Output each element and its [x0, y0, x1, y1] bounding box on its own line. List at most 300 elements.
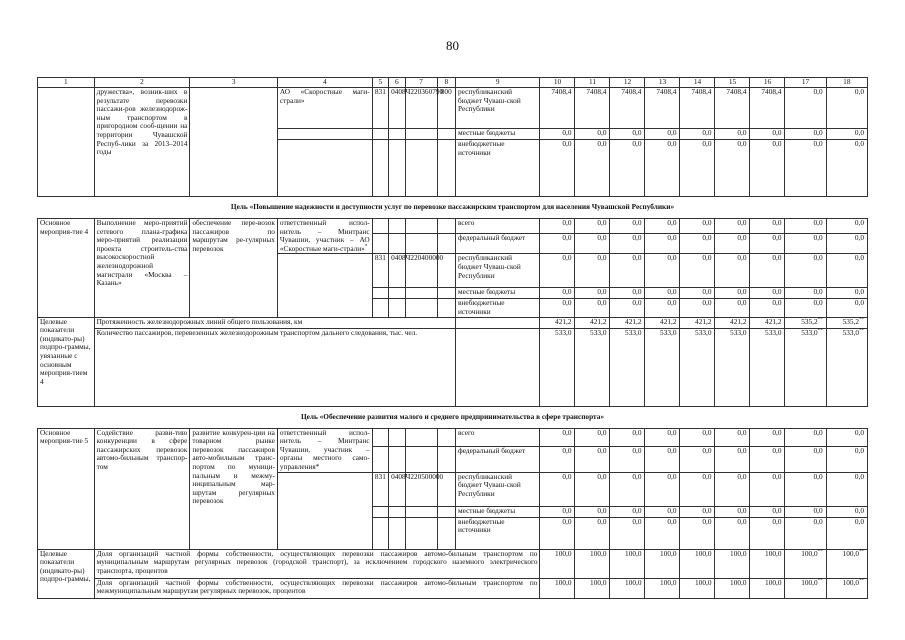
- indicator-text: Доля организаций частной формы собственности, осуществляющих перевозки пассажиров автомо-бильным транспортом по межмуниципальным маршрутам регулярных перевозок, процентов: [94, 578, 540, 598]
- value-text: 533,0: [765, 327, 782, 337]
- column-header-14: 14: [680, 78, 715, 88]
- empty-cell: [389, 219, 405, 234]
- empty-cell: [277, 140, 372, 197]
- empty-cell: [277, 254, 372, 317]
- activity-result: обеспечение пере-возок пассажиров по маршрутам ре-гулярных перевозок: [190, 219, 278, 318]
- empty-cell: [372, 140, 388, 197]
- value-cell: 0,0: [680, 447, 715, 472]
- column-header-6: 6: [389, 78, 405, 88]
- value-cell: [610, 317, 645, 328]
- value-text: 100,0: [555, 548, 572, 558]
- empty-cell: [389, 517, 405, 549]
- value-text: 100,0: [730, 548, 747, 558]
- table-row: [38, 219, 868, 234]
- goal-heading: Цель «Повышение надежности и доступности услуг по перевозке пассажирским транспортом для населения Чувашской Республики»: [38, 197, 868, 219]
- value-cell: 0,0: [826, 517, 867, 549]
- value-cell: 0,0: [645, 254, 680, 288]
- empty-cell: [405, 288, 437, 299]
- value-text: 100,0: [842, 577, 859, 587]
- value-cell: 0,0: [680, 233, 715, 253]
- value-text: 100,0: [590, 548, 607, 558]
- empty-cell: [372, 299, 388, 317]
- column-header-3: 3: [190, 78, 278, 88]
- value-cell: [680, 578, 715, 598]
- empty-cell: [389, 428, 405, 447]
- code-rzpr: 0408: [389, 472, 405, 506]
- empty-cell: [389, 506, 405, 517]
- value-text: 100,0: [625, 548, 642, 558]
- value-cell: 0,0: [750, 288, 785, 299]
- indicator-text: Доля организаций частной формы собственности, осуществляющих перевозки пассажиров автомо-бильным транспортом по муниципальным маршрутам регулярных перевозок (городской транспорт), за исключением городского наземного электрического транспорта, процентов: [94, 549, 540, 578]
- value-cell: 0,0: [826, 254, 867, 288]
- value-text: 100,0: [625, 577, 642, 587]
- value-text: 421,2: [590, 316, 607, 326]
- column-header-1: 1: [38, 78, 95, 88]
- value-cell: 0,0: [645, 140, 680, 197]
- value-cell: 0,0: [750, 299, 785, 317]
- value-cell: 0,0: [715, 219, 750, 234]
- value-cell: 0,0: [645, 129, 680, 140]
- value-cell: 0,0: [715, 517, 750, 549]
- value-cell: 0,0: [785, 233, 826, 253]
- value-cell: 0,0: [610, 288, 645, 299]
- value-cell: 0,0: [575, 254, 610, 288]
- code-rzpr: 0408: [389, 254, 405, 288]
- value-cell: [610, 328, 645, 406]
- value-cell: 0,0: [715, 140, 750, 197]
- value-cell: 0,0: [785, 517, 826, 549]
- value-cell: 0,0: [540, 254, 575, 288]
- empty-cell: [437, 219, 456, 234]
- value-cell: [826, 549, 867, 578]
- value-cell: 7408,4: [540, 88, 575, 129]
- empty-cell: [372, 428, 388, 447]
- value-cell: [575, 317, 610, 328]
- funding-source: внебюджетные источники: [456, 140, 540, 197]
- funding-source: республиканский бюджет Чуваш-ской Республики: [456, 254, 540, 288]
- empty-cell: [389, 140, 405, 197]
- empty-cell: [405, 428, 437, 447]
- value-text: 100,0: [555, 577, 572, 587]
- goal-heading: Цель «Обеспечение развития малого и среднего предпринимательства в сфере транспорта»: [38, 406, 868, 428]
- goal-row: [38, 197, 868, 219]
- value-text: 421,2: [660, 316, 677, 326]
- value-cell: 0,0: [575, 219, 610, 234]
- value-text: 100,0: [765, 577, 782, 587]
- value-cell: 0,0: [540, 233, 575, 253]
- value-text: 421,2: [730, 316, 747, 326]
- value-cell: 0,0: [826, 288, 867, 299]
- activity-description: дружества», возник-ших в результате перевозки пассажи-ров железнодорож-ным транспортом в пригородном сооб-щении на территории Чувашской Респуб-лики за 2013–2014 годы: [94, 88, 190, 197]
- value-text: 533,0: [555, 327, 572, 337]
- funding-source: местные бюджеты: [456, 288, 540, 299]
- value-cell: 0,0: [575, 472, 610, 506]
- value-cell: [785, 578, 826, 598]
- value-cell: [645, 578, 680, 598]
- column-header-8: 8: [437, 78, 456, 88]
- value-text: 421,2: [555, 316, 572, 326]
- value-cell: 0,0: [680, 140, 715, 197]
- value-cell: 0,0: [826, 140, 867, 197]
- footnote-mark: **: [817, 317, 823, 323]
- value-cell: 0,0: [610, 219, 645, 234]
- empty-cell: [372, 506, 388, 517]
- value-cell: 0,0: [680, 428, 715, 447]
- value-cell: [575, 578, 610, 598]
- value-cell: [645, 549, 680, 578]
- funding-source: федеральный бюджет: [456, 233, 540, 253]
- value-cell: 0,0: [680, 517, 715, 549]
- footnote-mark: **: [859, 328, 864, 334]
- code-vr: 800: [437, 88, 456, 129]
- value-cell: 0,0: [750, 517, 785, 549]
- value-cell: [750, 328, 785, 406]
- empty-cell: [405, 140, 437, 197]
- value-text: 533,0: [695, 327, 712, 337]
- empty-cell: [405, 506, 437, 517]
- empty-cell: [389, 233, 405, 253]
- value-cell: 0,0: [715, 506, 750, 517]
- value-cell: 0,0: [540, 299, 575, 317]
- empty-cell: [38, 88, 95, 197]
- column-header-7: 7: [405, 78, 437, 88]
- value-cell: [540, 549, 575, 578]
- value-cell: [750, 549, 785, 578]
- value-cell: [715, 549, 750, 578]
- empty-cell: [372, 517, 388, 549]
- value-text: 100,0: [730, 577, 747, 587]
- value-cell: 0,0: [540, 140, 575, 197]
- empty-cell: [437, 506, 456, 517]
- value-cell: 0,0: [785, 472, 826, 506]
- code-csr: Ч220400000: [405, 254, 437, 288]
- value-cell: [826, 328, 867, 406]
- value-cell: 0,0: [826, 129, 867, 140]
- value-cell: 0,0: [610, 129, 645, 140]
- value-cell: 7408,4: [645, 88, 680, 129]
- value-cell: 0,0: [645, 299, 680, 317]
- code-grbs: 831: [372, 88, 388, 129]
- column-header-12: 12: [610, 78, 645, 88]
- column-header-17: 17: [785, 78, 826, 88]
- value-cell: 0,0: [610, 254, 645, 288]
- value-cell: 0,0: [785, 140, 826, 197]
- value-cell: 0,0: [645, 233, 680, 253]
- value-cell: 0,0: [680, 506, 715, 517]
- value-cell: 0,0: [826, 472, 867, 506]
- value-cell: 0,0: [610, 233, 645, 253]
- value-text: 100,0: [695, 548, 712, 558]
- value-text: 535,2: [842, 316, 859, 326]
- value-cell: 7408,4: [750, 88, 785, 129]
- column-header-2: 2: [94, 78, 190, 88]
- empty-cell: [389, 447, 405, 472]
- value-cell: 0,0: [826, 233, 867, 253]
- value-cell: 0,0: [575, 506, 610, 517]
- empty-cell: [389, 129, 405, 140]
- value-text: 533,0: [625, 327, 642, 337]
- indicator-row: [38, 549, 868, 578]
- empty-cell: [405, 129, 437, 140]
- value-cell: 0,0: [785, 288, 826, 299]
- value-cell: 0,0: [540, 129, 575, 140]
- value-cell: 0,0: [680, 472, 715, 506]
- empty-cell: [372, 219, 388, 234]
- footnote-mark: **: [817, 549, 823, 555]
- empty-cell: [277, 472, 372, 549]
- value-cell: [575, 549, 610, 578]
- value-cell: 0,0: [715, 447, 750, 472]
- value-cell: [540, 317, 575, 328]
- column-header-4: 4: [277, 78, 372, 88]
- value-cell: 0,0: [610, 472, 645, 506]
- value-cell: [715, 317, 750, 328]
- value-cell: 0,0: [610, 447, 645, 472]
- value-cell: 0,0: [575, 447, 610, 472]
- value-cell: 0,0: [785, 428, 826, 447]
- empty-cell: [389, 299, 405, 317]
- column-header-13: 13: [645, 78, 680, 88]
- activity-result: развитие конкурен-ции на товарном рынке перевозок пассажиров авто-мобильным транс-портом по муници-пальным и межму-ниципальным мар-шрутам регулярных перевозок: [190, 428, 278, 549]
- value-text: 100,0: [765, 548, 782, 558]
- activity-description: Содействие разви-тию конкуренции в сфере пассажирских перевозок автомо-бильным транспор-том: [94, 428, 190, 549]
- value-cell: 0,0: [575, 299, 610, 317]
- funding-source: внебюджетные источники: [456, 517, 540, 549]
- value-cell: 7408,4: [610, 88, 645, 129]
- value-cell: 0,0: [715, 233, 750, 253]
- empty-cell: [437, 299, 456, 317]
- executor-cell: ответственный испол-нитель – Минтранс Чувашии, участник – АО «Скоростные маги-страли»*: [277, 219, 372, 254]
- footnote-mark: **: [817, 328, 823, 334]
- value-cell: 0,0: [680, 254, 715, 288]
- value-cell: 0,0: [750, 506, 785, 517]
- empty-cell: [437, 140, 456, 197]
- empty-cell: [437, 233, 456, 253]
- value-cell: 0,0: [826, 88, 867, 129]
- value-cell: 0,0: [785, 219, 826, 234]
- empty-cell: [405, 517, 437, 549]
- empty-cell: [456, 317, 540, 328]
- value-text: 100,0: [660, 548, 677, 558]
- value-cell: [750, 578, 785, 598]
- value-cell: 0,0: [540, 288, 575, 299]
- value-cell: 0,0: [826, 447, 867, 472]
- value-cell: 0,0: [750, 219, 785, 234]
- value-cell: 0,0: [540, 517, 575, 549]
- funding-source: республиканский бюджет Чуваш-ской Республики: [456, 472, 540, 506]
- indicator-text: Количество пассажиров, перевезенных железнодорожным транспортом дальнего следования, тыс. чел.: [94, 328, 455, 406]
- column-header-11: 11: [575, 78, 610, 88]
- value-cell: 0,0: [575, 140, 610, 197]
- empty-cell: [372, 233, 388, 253]
- value-text: 421,2: [765, 316, 782, 326]
- value-cell: 0,0: [540, 428, 575, 447]
- empty-cell: [277, 129, 372, 140]
- empty-cell: [437, 288, 456, 299]
- funding-source: федеральный бюджет: [456, 447, 540, 472]
- value-cell: 0,0: [785, 506, 826, 517]
- executor-cell: АО «Скоростные маги-страли»: [277, 88, 372, 129]
- value-text: 421,2: [625, 316, 642, 326]
- value-text: 100,0: [801, 548, 818, 558]
- value-cell: 0,0: [750, 129, 785, 140]
- value-cell: 0,0: [680, 129, 715, 140]
- code-csr: Ч220500000: [405, 472, 437, 506]
- value-cell: 0,0: [680, 288, 715, 299]
- main-activity-label: Основное мероприя-тие 4: [38, 219, 95, 318]
- value-cell: [645, 317, 680, 328]
- value-cell: 0,0: [540, 219, 575, 234]
- value-text: 100,0: [801, 577, 818, 587]
- value-cell: 0,0: [785, 129, 826, 140]
- value-cell: [785, 328, 826, 406]
- value-cell: 0,0: [715, 129, 750, 140]
- empty-cell: [372, 447, 388, 472]
- value-cell: [540, 578, 575, 598]
- value-text: 535,2: [801, 316, 818, 326]
- footnote-mark: *: [364, 244, 368, 250]
- value-text: 533,0: [842, 327, 859, 337]
- value-cell: [826, 578, 867, 598]
- value-cell: 0,0: [540, 506, 575, 517]
- value-cell: 0,0: [680, 299, 715, 317]
- value-cell: 0,0: [750, 472, 785, 506]
- footnote-mark: **: [859, 317, 864, 323]
- value-cell: 7408,4: [680, 88, 715, 129]
- value-text: 100,0: [695, 577, 712, 587]
- goal-row: [38, 406, 868, 428]
- value-cell: 0,0: [575, 288, 610, 299]
- code-rzpr: 0408: [389, 88, 405, 129]
- indicator-row: [38, 328, 868, 406]
- value-cell: 0,0: [750, 428, 785, 447]
- value-cell: 0,0: [610, 428, 645, 447]
- table-row: [38, 428, 868, 447]
- main-activity-label: Основное мероприя-тие 5: [38, 428, 95, 549]
- empty-cell: [405, 447, 437, 472]
- activity-description: Выполнение меро-приятий сетевого плана-графика меро-приятий реализации проекта строитель-ства высокоскоростной железнодорожной магистрали «Москва – Казань»: [94, 219, 190, 318]
- value-cell: [680, 328, 715, 406]
- value-cell: [826, 317, 867, 328]
- column-header-16: 16: [750, 78, 785, 88]
- value-cell: 0,0: [750, 233, 785, 253]
- value-cell: 0,0: [715, 288, 750, 299]
- empty-cell: [437, 447, 456, 472]
- value-cell: 0,0: [610, 140, 645, 197]
- value-cell: 0,0: [715, 254, 750, 288]
- value-cell: 0,0: [575, 428, 610, 447]
- value-cell: [715, 578, 750, 598]
- empty-cell: [405, 233, 437, 253]
- indicator-row: [38, 317, 868, 328]
- value-text: 533,0: [730, 327, 747, 337]
- empty-cell: [437, 129, 456, 140]
- value-cell: [680, 317, 715, 328]
- value-cell: 0,0: [645, 506, 680, 517]
- value-cell: 0,0: [680, 219, 715, 234]
- table-row: [38, 88, 868, 129]
- value-cell: [715, 328, 750, 406]
- value-cell: 0,0: [645, 219, 680, 234]
- value-cell: 0,0: [826, 299, 867, 317]
- value-cell: 0,0: [645, 447, 680, 472]
- value-cell: 0,0: [645, 288, 680, 299]
- value-cell: [785, 549, 826, 578]
- value-cell: 0,0: [785, 447, 826, 472]
- code-csr: Ч220360790: [405, 88, 437, 129]
- indicator-text: Протяженность железнодорожных линий общего пользования, км: [94, 317, 455, 328]
- value-cell: 7408,4: [575, 88, 610, 129]
- value-text: 100,0: [590, 577, 607, 587]
- value-cell: 7408,4: [715, 88, 750, 129]
- code-grbs: 831: [372, 472, 388, 506]
- indicators-label: Целевые показатели (индикато-ры) подпро-граммы,: [38, 549, 95, 598]
- value-cell: 0,0: [826, 506, 867, 517]
- value-text: 533,0: [660, 327, 677, 337]
- program-table: [37, 77, 868, 599]
- column-header-5: 5: [372, 78, 388, 88]
- value-cell: 0,0: [575, 517, 610, 549]
- empty-cell: [372, 129, 388, 140]
- funding-source: республиканский бюджет Чуваш-ской Республики: [456, 88, 540, 129]
- value-cell: 0,0: [540, 447, 575, 472]
- value-cell: 0,0: [645, 517, 680, 549]
- value-cell: 0,0: [610, 506, 645, 517]
- empty-cell: [437, 428, 456, 447]
- value-cell: 0,0: [540, 472, 575, 506]
- value-text: 421,2: [695, 316, 712, 326]
- value-cell: 0,0: [750, 254, 785, 288]
- value-cell: 0,0: [715, 472, 750, 506]
- value-cell: [575, 328, 610, 406]
- empty-cell: [456, 328, 540, 406]
- funding-source: всего: [456, 219, 540, 234]
- funding-source: местные бюджеты: [456, 506, 540, 517]
- column-header-15: 15: [715, 78, 750, 88]
- funding-source: всего: [456, 428, 540, 447]
- value-cell: [610, 578, 645, 598]
- value-cell: 0,0: [610, 517, 645, 549]
- value-cell: [540, 328, 575, 406]
- empty-cell: [405, 299, 437, 317]
- value-cell: 0,0: [575, 129, 610, 140]
- value-cell: 0,0: [610, 299, 645, 317]
- value-cell: 0,0: [715, 428, 750, 447]
- value-cell: 0,0: [645, 472, 680, 506]
- funding-source: внебюджетные источники: [456, 299, 540, 317]
- value-cell: 0,0: [826, 219, 867, 234]
- value-cell: [750, 317, 785, 328]
- empty-cell: [372, 288, 388, 299]
- value-cell: 0,0: [785, 254, 826, 288]
- value-text: 100,0: [842, 548, 859, 558]
- value-text: 533,0: [590, 327, 607, 337]
- footnote-mark: **: [817, 578, 823, 584]
- footnote-mark: **: [859, 549, 864, 555]
- indicators-label: Целевые показатели (индикато-ры) подпро-граммы, увязанные с основным мероприя-тием 4: [38, 317, 95, 406]
- funding-source: местные бюджеты: [456, 129, 540, 140]
- value-cell: [680, 549, 715, 578]
- value-cell: [645, 328, 680, 406]
- empty-cell: [190, 88, 278, 197]
- empty-cell: [437, 517, 456, 549]
- value-cell: 0,0: [715, 299, 750, 317]
- column-header-18: 18: [826, 78, 867, 88]
- value-cell: 0,0: [785, 299, 826, 317]
- column-header-9: 9: [456, 78, 540, 88]
- value-cell: 0,0: [826, 428, 867, 447]
- indicator-row: [38, 578, 868, 598]
